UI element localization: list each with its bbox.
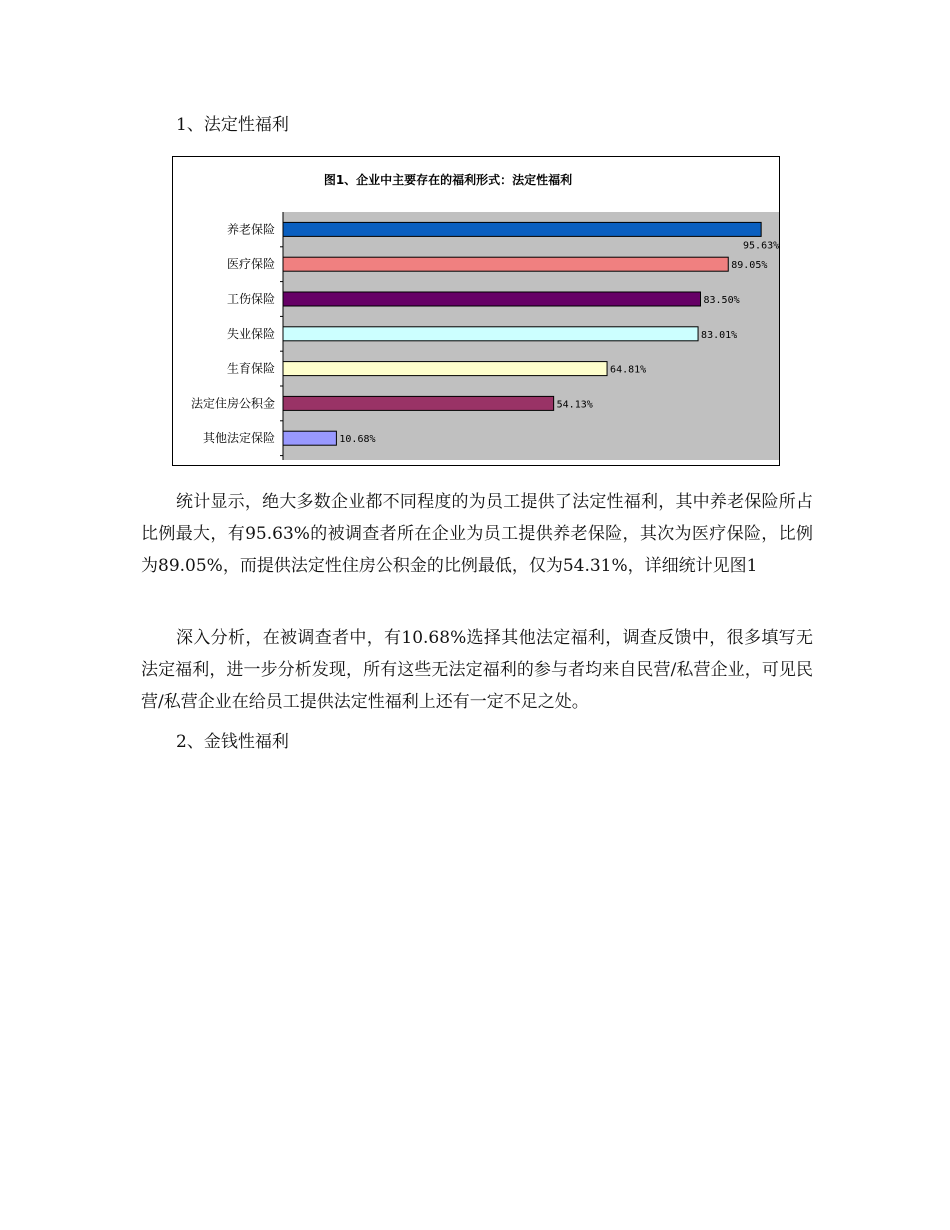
section-heading-statutory-welfare: 1、法定性福利 (176, 115, 289, 135)
bar-5 (283, 396, 554, 410)
value-label: 95.63% (743, 240, 779, 252)
welfare-chart (172, 156, 780, 466)
bar-4 (283, 362, 607, 376)
value-label: 83.50% (703, 295, 740, 306)
value-label: 64.81% (610, 364, 647, 376)
category-label: 生育保险 (226, 361, 275, 376)
value-label: 54.13% (556, 399, 593, 411)
value-label: 83.01% (701, 329, 738, 341)
category-label: 法定住房公积金 (190, 396, 275, 411)
analysis-paragraph-2: 深入分析，在被调查者中，有10.68%选择其他法定福利，调查反馈中，很多填写无法定福利，进一步分析发现，所有这些无法定福利的参与者均来自民营/私营企业，可见民营/私营企业在给员工提供法定性福利上还有一定不足之处。 (141, 628, 813, 712)
chart-canvas (173, 157, 779, 465)
bar-2 (283, 292, 701, 306)
chart-title: 图1、企业中主要存在的福利形式：法定性福利 (323, 173, 573, 187)
value-label: 89.05% (731, 260, 768, 272)
bar-0 (283, 222, 761, 236)
category-label: 其他法定保险 (202, 431, 275, 446)
bar-1 (283, 257, 728, 271)
section-heading-monetary-welfare: 2、金钱性福利 (176, 732, 289, 752)
analysis-paragraph-1: 统计显示，绝大多数企业都不同程度的为员工提供了法定性福利，其中养老保险所占比例最大，有95.63%的被调查者所在企业为员工提供养老保险，其次为医疗保险，比例为89.05%，而提供法定性住房公积金的比例最低，仅为54.31%，详细统计见图1 (141, 492, 813, 576)
category-label: 医疗保险 (226, 257, 275, 272)
value-label: 10.68% (339, 434, 376, 446)
bar-3 (283, 327, 698, 341)
bar-6 (283, 431, 336, 445)
category-label: 养老保险 (226, 222, 275, 237)
category-label: 工伤保险 (226, 292, 275, 306)
category-label: 失业保险 (226, 326, 275, 341)
